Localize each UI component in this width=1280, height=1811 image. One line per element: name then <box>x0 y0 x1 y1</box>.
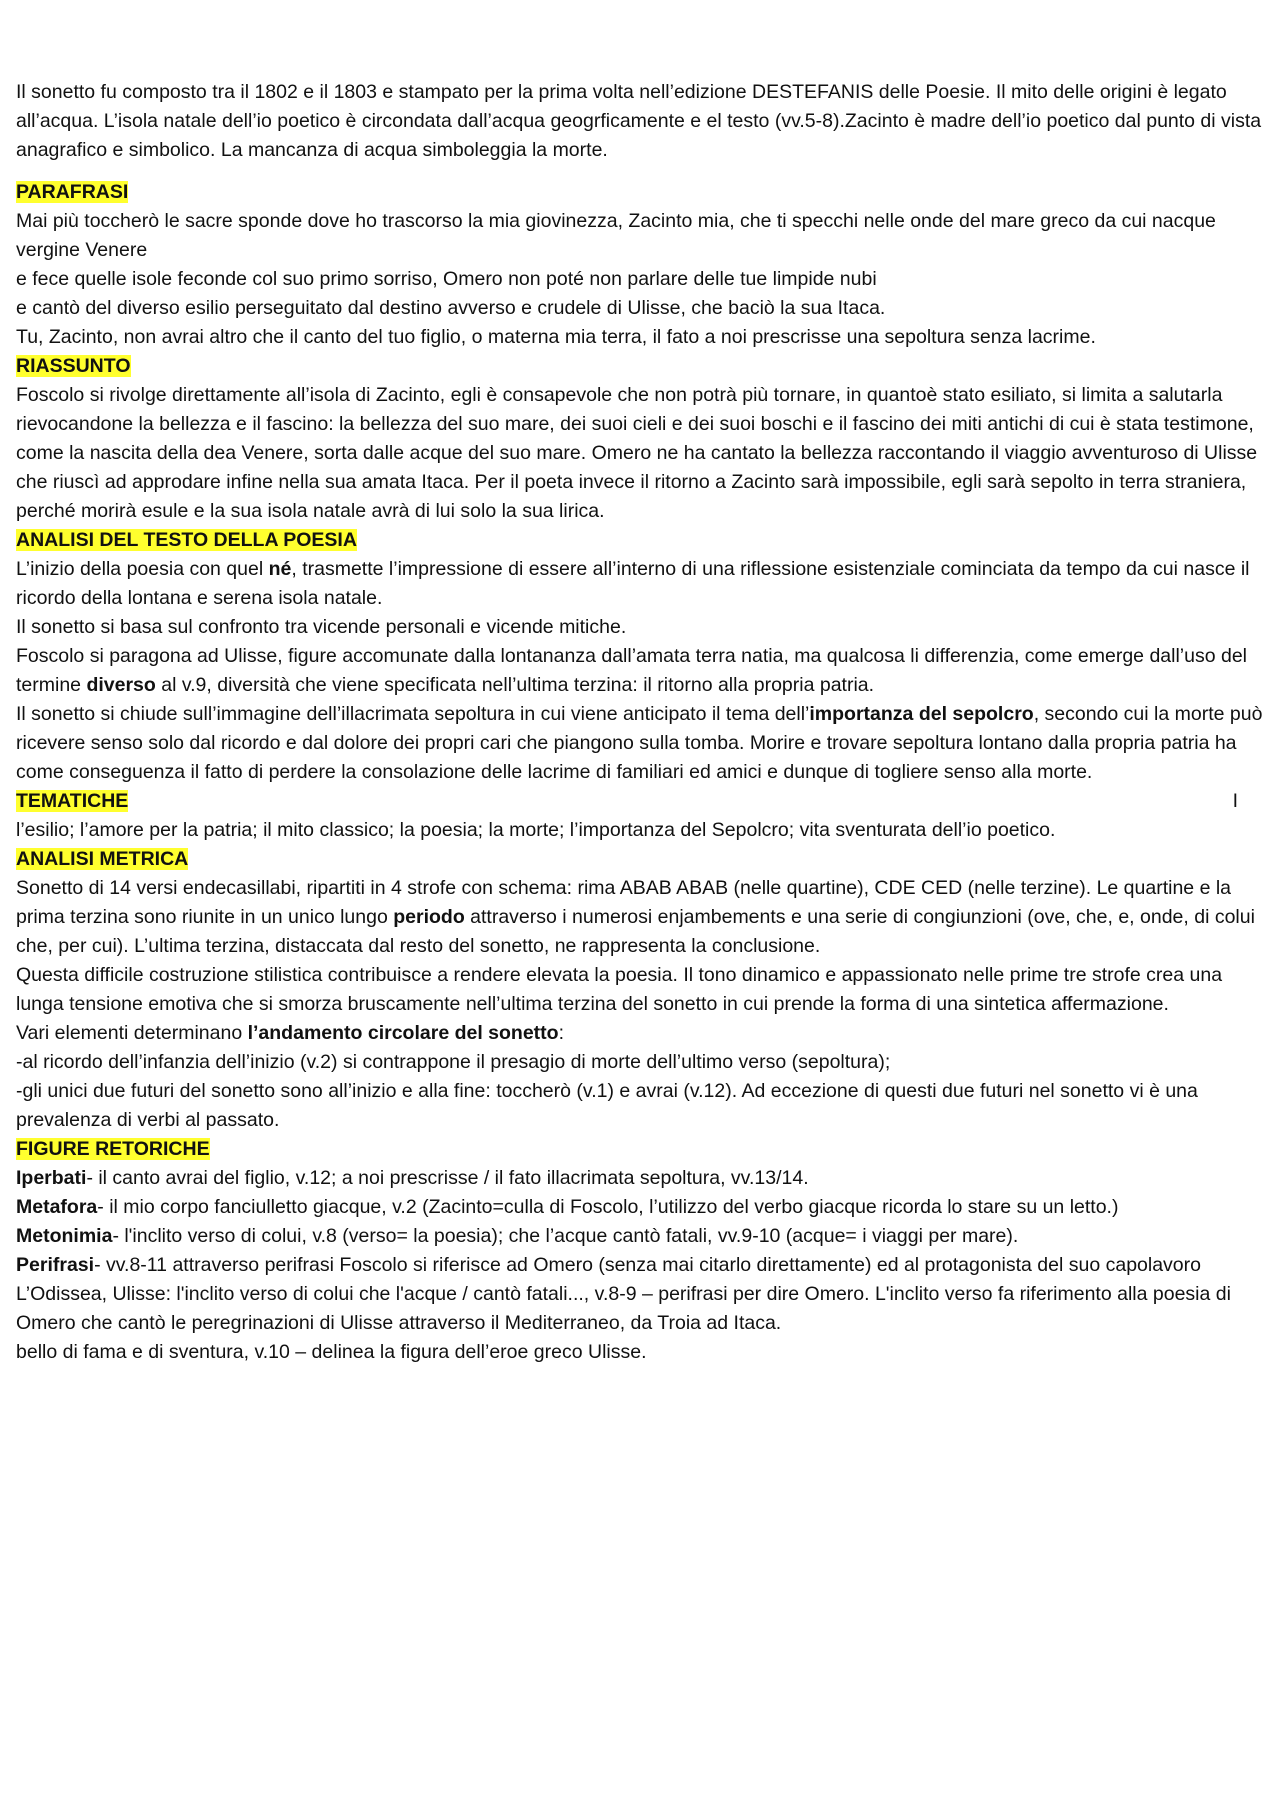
heading-riassunto: RIASSUNTO <box>16 355 131 377</box>
section-analisi-metrica <box>16 845 1268 1135</box>
heading-tematiche: TEMATICHE <box>16 790 129 812</box>
metrica-paragraph: Sonetto di 14 versi endecasillabi, ripartiti in 4 strofe con schema: rima ABAB ABAB (nelle quartine), CDE CED (nelle terzine). Le quartine e la prima terzina sono riunite in un unico lungo periodo attraverso i numerosi enjambements e una serie di congiunzioni (ove, che, e, onde, di colui che, per cui). L’ultima terzina, distaccata dal resto del sonetto, ne rappresenta la conclusione. <box>16 877 1255 957</box>
section-analisi-testo <box>16 526 1268 787</box>
figura-item: Iperbati- il canto avrai del figlio, v.12; a noi prescrisse / il fato illacrimata sepoltura, vv.13/14. <box>16 1167 809 1189</box>
heading-parafrasi: PARAFRASI <box>16 181 129 203</box>
figura-item: Metonimia- l'inclito verso di colui, v.8 (verso= la poesia); che l’acque cantò fatali, vv.9-10 (acque= i viaggi per mare). <box>16 1225 1019 1247</box>
heading-figure-retoriche: FIGURE RETORICHE <box>16 1138 210 1160</box>
text-cursor-mark: I <box>1232 790 1238 812</box>
analisi-paragraph: Il sonetto si chiude sull’immagine dell’illacrimata sepoltura in cui viene anticipato il tema dell’importanza del sepolcro, secondo cui la morte può ricevere senso solo dal ricordo e dal dolore dei propri cari che piangono sulla tomba. Morire e trovare sepoltura lontano dalla propria patria ha come conseguenza il fatto di perdere la consolazione delle lacrime di familiari ed amici e dunque di togliere senso alla morte. <box>16 703 1263 783</box>
parafrasi-line: Tu, Zacinto, non avrai altro che il canto del tuo figlio, o materna mia terra, il fato a noi prescrisse una sepoltura senza lacrime. <box>16 326 1096 348</box>
parafrasi-line: e fece quelle isole feconde col suo primo sorriso, Omero non poté non parlare delle tue limpide nubi <box>16 268 877 290</box>
parafrasi-line: Mai più toccherò le sacre sponde dove ho trascorso la mia giovinezza, Zacinto mia, che ti specchi nelle onde del mare greco da cui nacque vergine Venere <box>16 210 1216 261</box>
figura-item: Metafora- il mio corpo fanciulletto giacque, v.2 (Zacinto=culla di Foscolo, l’utilizzo del verbo giacque ricorda lo stare su un letto.) <box>16 1196 1119 1218</box>
parafrasi-line: e cantò del diverso esilio perseguitato dal destino avverso e crudele di Ulisse, che baciò la sua Itaca. <box>16 297 886 319</box>
section-figure-retoriche <box>16 1135 1268 1367</box>
document-page <box>16 78 1268 1367</box>
intro-paragraph: Il sonetto fu composto tra il 1802 e il 1803 e stampato per la prima volta nell’edizione DESTEFANIS delle Poesie. Il mito delle origini è legato all’acqua. L’isola natale dell’io poetico è circondata dall’acqua geogrficamente e el testo (vv.5-8).Zacinto è madre dell’io poetico dal punto di vista anagrafico e simbolico. La mancanza di acqua simboleggia la morte. <box>16 81 1262 161</box>
figura-item: bello di fama e di sventura, v.10 – delinea la figura dell’eroe greco Ulisse. <box>16 1341 647 1363</box>
metrica-paragraph: -gli unici due futuri del sonetto sono all’inizio e alla fine: toccherò (v.1) e avrai (v.12). Ad eccezione di questi due futuri nel sonetto vi è una prevalenza di verbi al passato. <box>16 1080 1198 1131</box>
analisi-paragraph: Il sonetto si basa sul confronto tra vicende personali e vicende mitiche. <box>16 616 627 638</box>
metrica-paragraph: Questa difficile costruzione stilistica contribuisce a rendere elevata la poesia. Il tono dinamico e appassionato nelle prime tre strofe crea una lunga tensione emotiva che si smorza bruscamente nell’ultima terzina del sonetto in cui prende la forma di una sintetica affermazione. <box>16 964 1223 1015</box>
heading-analisi-testo: ANALISI DEL TESTO DELLA POESIA <box>16 529 357 551</box>
figura-item: Perifrasi- vv.8-11 attraverso perifrasi Foscolo si riferisce ad Omero (senza mai citarlo direttamente) ed al protagonista del suo capolavoro L’Odissea, Ulisse: l'inclito verso di colui che l'acque / cantò fatali..., v.8-9 – perifrasi per dire Omero. L'inclito verso fa riferimento alla poesia di Omero che cantò le peregrinazioni di Ulisse attraverso il Mediterraneo, da Troia ad Itaca. <box>16 1254 1231 1334</box>
section-parafrasi <box>16 178 1268 352</box>
heading-analisi-metrica: ANALISI METRICA <box>16 848 189 870</box>
section-riassunto <box>16 352 1268 526</box>
metrica-paragraph: -al ricordo dell’infanzia dell’inizio (v.2) si contrappone il presagio di morte dell’ultimo verso (sepoltura); <box>16 1051 891 1073</box>
riassunto-text: Foscolo si rivolge direttamente all’isola di Zacinto, egli è consapevole che non potrà più tornare, in quantoè stato esiliato, si limita a salutarla rievocandone la bellezza e il fascino: la bellezza del suo mare, dei suoi cieli e dei suoi boschi e il fascino dei miti antichi di cui è stata testimone, come la nascita della dea Venere, sorta dalle acque del suo mare. Omero ne ha cantato la bellezza raccontando il viaggio avventuroso di Ulisse che riuscì ad approdare infine nella sua amata Itaca. Per il poeta invece il ritorno a Zacinto sarà impossibile, egli sarà sepolto in terra straniera, perché morirà esule e la sua isola natale avrà di lui solo la sua lirica. <box>16 384 1258 522</box>
section-tematiche <box>16 787 1268 845</box>
analisi-paragraph: Foscolo si paragona ad Ulisse, figure accomunate dalla lontananza dall’amata terra natia, ma qualcosa li differenzia, come emerge dall’uso del termine diverso al v.9, diversità che viene specificata nell’ultima terzina: il ritorno alla propria patria. <box>16 645 1248 696</box>
metrica-paragraph: Vari elementi determinano l’andamento circolare del sonetto: <box>16 1022 565 1044</box>
tematiche-text: l’esilio; l’amore per la patria; il mito classico; la poesia; la morte; l’importanza del Sepolcro; vita sventurata dell’io poetico. <box>16 819 1056 841</box>
analisi-paragraph: L’inizio della poesia con quel né, trasmette l’impressione di essere all’interno di una riflessione esistenziale cominciata da tempo da cui nasce il ricordo della lontana e serena isola natale. <box>16 558 1250 609</box>
